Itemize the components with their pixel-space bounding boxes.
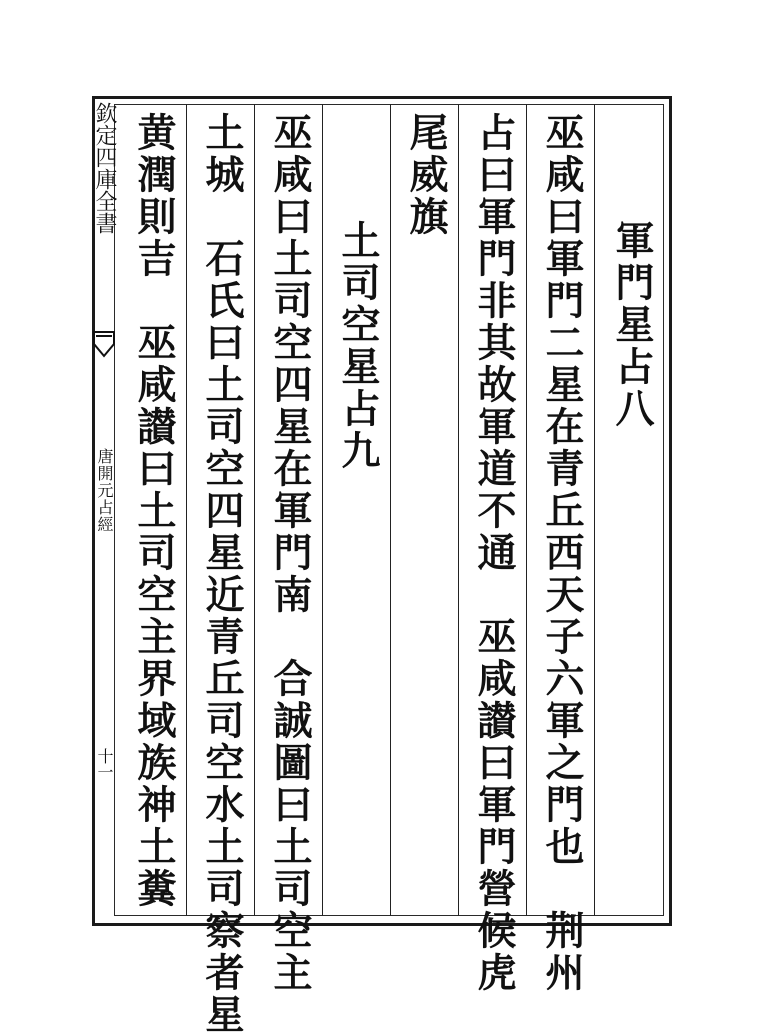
edition-title: 欽定四庫全書 (92, 102, 117, 234)
section-heading: 軍門星占八 (609, 220, 655, 430)
column-rule (322, 104, 323, 916)
section-heading: 土司空星占九 (335, 220, 381, 472)
text-column: 黄潤則吉 巫咸讃曰土司空主界域族神土糞 (131, 112, 177, 910)
column-rule (458, 104, 459, 916)
text-column: 土城 石氏曰土司空四星近青丘司空水土司察者星 (199, 112, 245, 1036)
column-rule (526, 104, 527, 916)
column-rule (594, 104, 595, 916)
page-number: 十一 (95, 748, 114, 780)
book-title: 唐開元占經 (95, 448, 114, 533)
text-column: 巫咸曰軍門二星在青丘西天子六軍之門也 荆州 (539, 112, 585, 994)
text-column: 占曰軍門非其故軍道不通 巫咸讃曰軍門營候虎 (471, 112, 517, 994)
column-rule (254, 104, 255, 916)
column-rule (390, 104, 391, 916)
column-rule (186, 104, 187, 916)
fishtail-mark-icon (93, 330, 115, 370)
text-column: 尾威旗 (403, 112, 449, 238)
text-column: 巫咸曰土司空四星在軍門南 合誠圖曰土司空主 (267, 112, 313, 994)
